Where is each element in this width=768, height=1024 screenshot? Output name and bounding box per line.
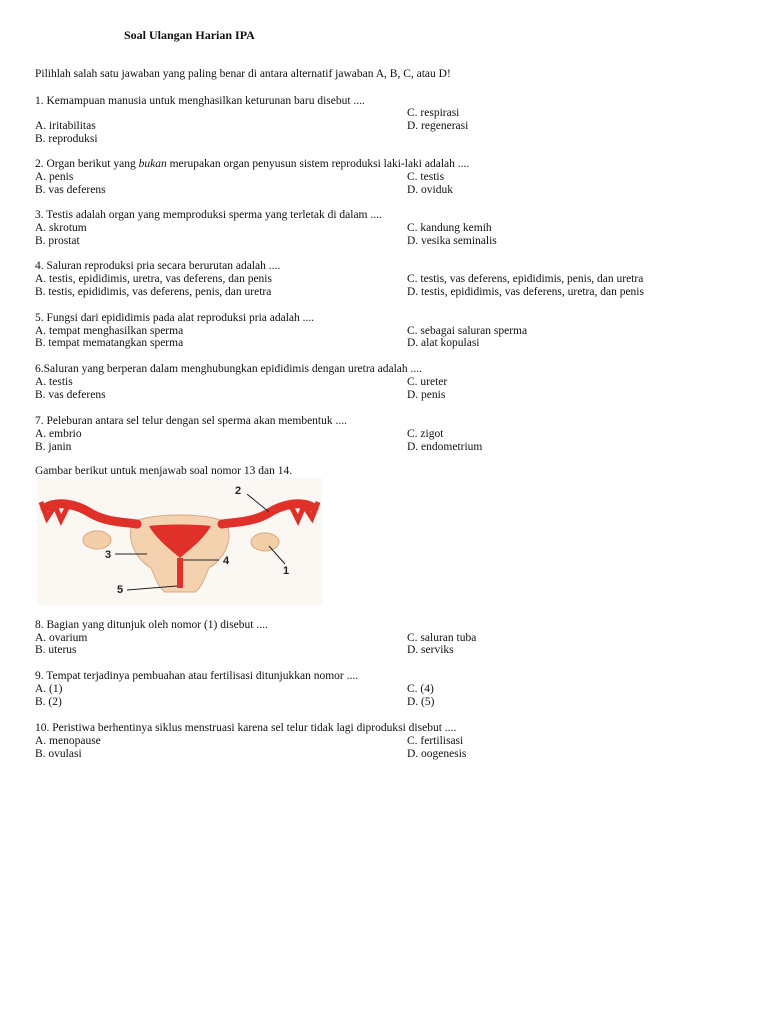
question-1-stem: 1. Kemampuan manusia untuk menghasilkan keturunan baru disebut .... — [35, 95, 365, 107]
question-6-option-a[interactable]: A. testis — [35, 376, 73, 388]
question-7-option-a[interactable]: A. embrio — [35, 428, 82, 440]
question-8-option-a[interactable]: A. ovarium — [35, 632, 88, 644]
question-1-option-c[interactable]: C. respirasi — [407, 107, 460, 119]
figure-label-3: 3 — [105, 549, 112, 561]
question-5-option-d[interactable]: D. alat kopulasi — [407, 337, 480, 349]
question-3-stem: 3. Testis adalah organ yang memproduksi sperma yang terletak di dalam .... — [35, 209, 382, 221]
question-2-option-d[interactable]: D. oviduk — [407, 184, 453, 196]
question-2-stem — [35, 158, 469, 171]
question-7-stem: 7. Peleburan antara sel telur dengan sel sperma akan membentuk .... — [35, 415, 347, 427]
question-2-stem-pre: 2. Organ berikut yang — [35, 158, 139, 170]
question-9-option-c[interactable]: C. (4) — [407, 683, 434, 695]
question-10-option-c[interactable]: C. fertilisasi — [407, 735, 464, 747]
instruction: Pilihlah salah satu jawaban yang paling benar di antara alternatif jawaban A, B, C, atau D! — [35, 68, 451, 80]
question-6-option-b[interactable]: B. vas deferens — [35, 389, 106, 401]
question-8-option-c[interactable]: C. saluran tuba — [407, 632, 477, 644]
question-5-stem: 5. Fungsi dari epididimis pada alat reproduksi pria adalah .... — [35, 312, 315, 324]
uterus-diagram — [37, 478, 322, 605]
question-5-option-b[interactable]: B. tempat mematangkan sperma — [35, 337, 184, 349]
question-8-stem: 8. Bagian yang ditunjuk oleh nomor (1) disebut .... — [35, 619, 268, 631]
question-2-stem-post: merupakan organ penyusun sistem reproduksi laki-laki adalah .... — [166, 158, 470, 170]
cervical-canal — [177, 558, 183, 588]
reproductive-system-figure — [37, 478, 322, 605]
question-5-option-a[interactable]: A. tempat menghasilkan sperma — [35, 325, 184, 337]
question-10-option-b[interactable]: B. ovulasi — [35, 748, 82, 760]
question-5-option-c[interactable]: C. sebagai saluran sperma — [407, 325, 528, 337]
question-6-option-c[interactable]: C. ureter — [407, 376, 448, 388]
question-8-option-b[interactable]: B. uterus — [35, 644, 77, 656]
question-7-option-c[interactable]: C. zigot — [407, 428, 444, 440]
question-2-stem-emphasis: bukan — [138, 158, 167, 170]
question-10-option-a[interactable]: A. menopause — [35, 735, 101, 747]
page-title: Soal Ulangan Harian IPA — [124, 28, 255, 42]
question-3-option-c[interactable]: C. kandung kemih — [407, 222, 492, 234]
question-2-option-c[interactable]: C. testis — [407, 171, 445, 183]
question-7-option-b[interactable]: B. janin — [35, 441, 72, 453]
question-3-option-d[interactable]: D. vesika seminalis — [407, 235, 497, 247]
figure-label-1: 1 — [283, 565, 290, 577]
question-2-option-b[interactable]: B. vas deferens — [35, 184, 106, 196]
question-3-option-b[interactable]: B. prostat — [35, 235, 80, 247]
question-7-option-d[interactable]: D. endometrium — [407, 441, 483, 453]
question-1-option-a[interactable]: A. iritabilitas — [35, 120, 96, 132]
question-1-option-b[interactable]: B. reproduksi — [35, 133, 98, 145]
right-ovary — [251, 533, 279, 551]
figure-label-4: 4 — [223, 555, 230, 567]
question-9-option-d[interactable]: D. (5) — [407, 696, 435, 708]
question-4-option-a[interactable]: A. testis, epididimis, uretra, vas deferens, dan penis — [35, 273, 272, 285]
left-ovary — [83, 531, 111, 549]
question-4-option-c[interactable]: C. testis, vas deferens, epididimis, penis, dan uretra — [407, 273, 644, 285]
question-2-option-a[interactable]: A. penis — [35, 171, 74, 183]
figure-label-2: 2 — [235, 485, 242, 497]
figure-label-5: 5 — [117, 584, 124, 596]
question-9-option-b[interactable]: B. (2) — [35, 696, 62, 708]
question-9-stem: 9. Tempat terjadinya pembuahan atau fertilisasi ditunjukkan nomor .... — [35, 670, 359, 682]
question-1-option-d[interactable]: D. regenerasi — [407, 120, 469, 132]
question-4-option-b[interactable]: B. testis, epididimis, vas deferens, penis, dan uretra — [35, 286, 272, 298]
question-8-option-d[interactable]: D. serviks — [407, 644, 454, 656]
question-6-stem: 6.Saluran yang berperan dalam menghubungkan epididimis dengan uretra adalah .... — [35, 363, 423, 375]
question-3-option-a[interactable]: A. skrotum — [35, 222, 87, 234]
question-10-option-d[interactable]: D. oogenesis — [407, 748, 467, 760]
figure-caption: Gambar berikut untuk menjawab soal nomor 13 dan 14. — [35, 465, 293, 477]
question-4-stem: 4. Saluran reproduksi pria secara berurutan adalah .... — [35, 260, 281, 272]
question-4-option-d[interactable]: D. testis, epididimis, vas deferens, uretra, dan penis — [407, 286, 644, 298]
question-9-option-a[interactable]: A. (1) — [35, 683, 63, 695]
question-6-option-d[interactable]: D. penis — [407, 389, 446, 401]
question-10-stem: 10. Peristiwa berhentinya siklus menstruasi karena sel telur tidak lagi diproduksi disebut .... — [35, 722, 457, 734]
